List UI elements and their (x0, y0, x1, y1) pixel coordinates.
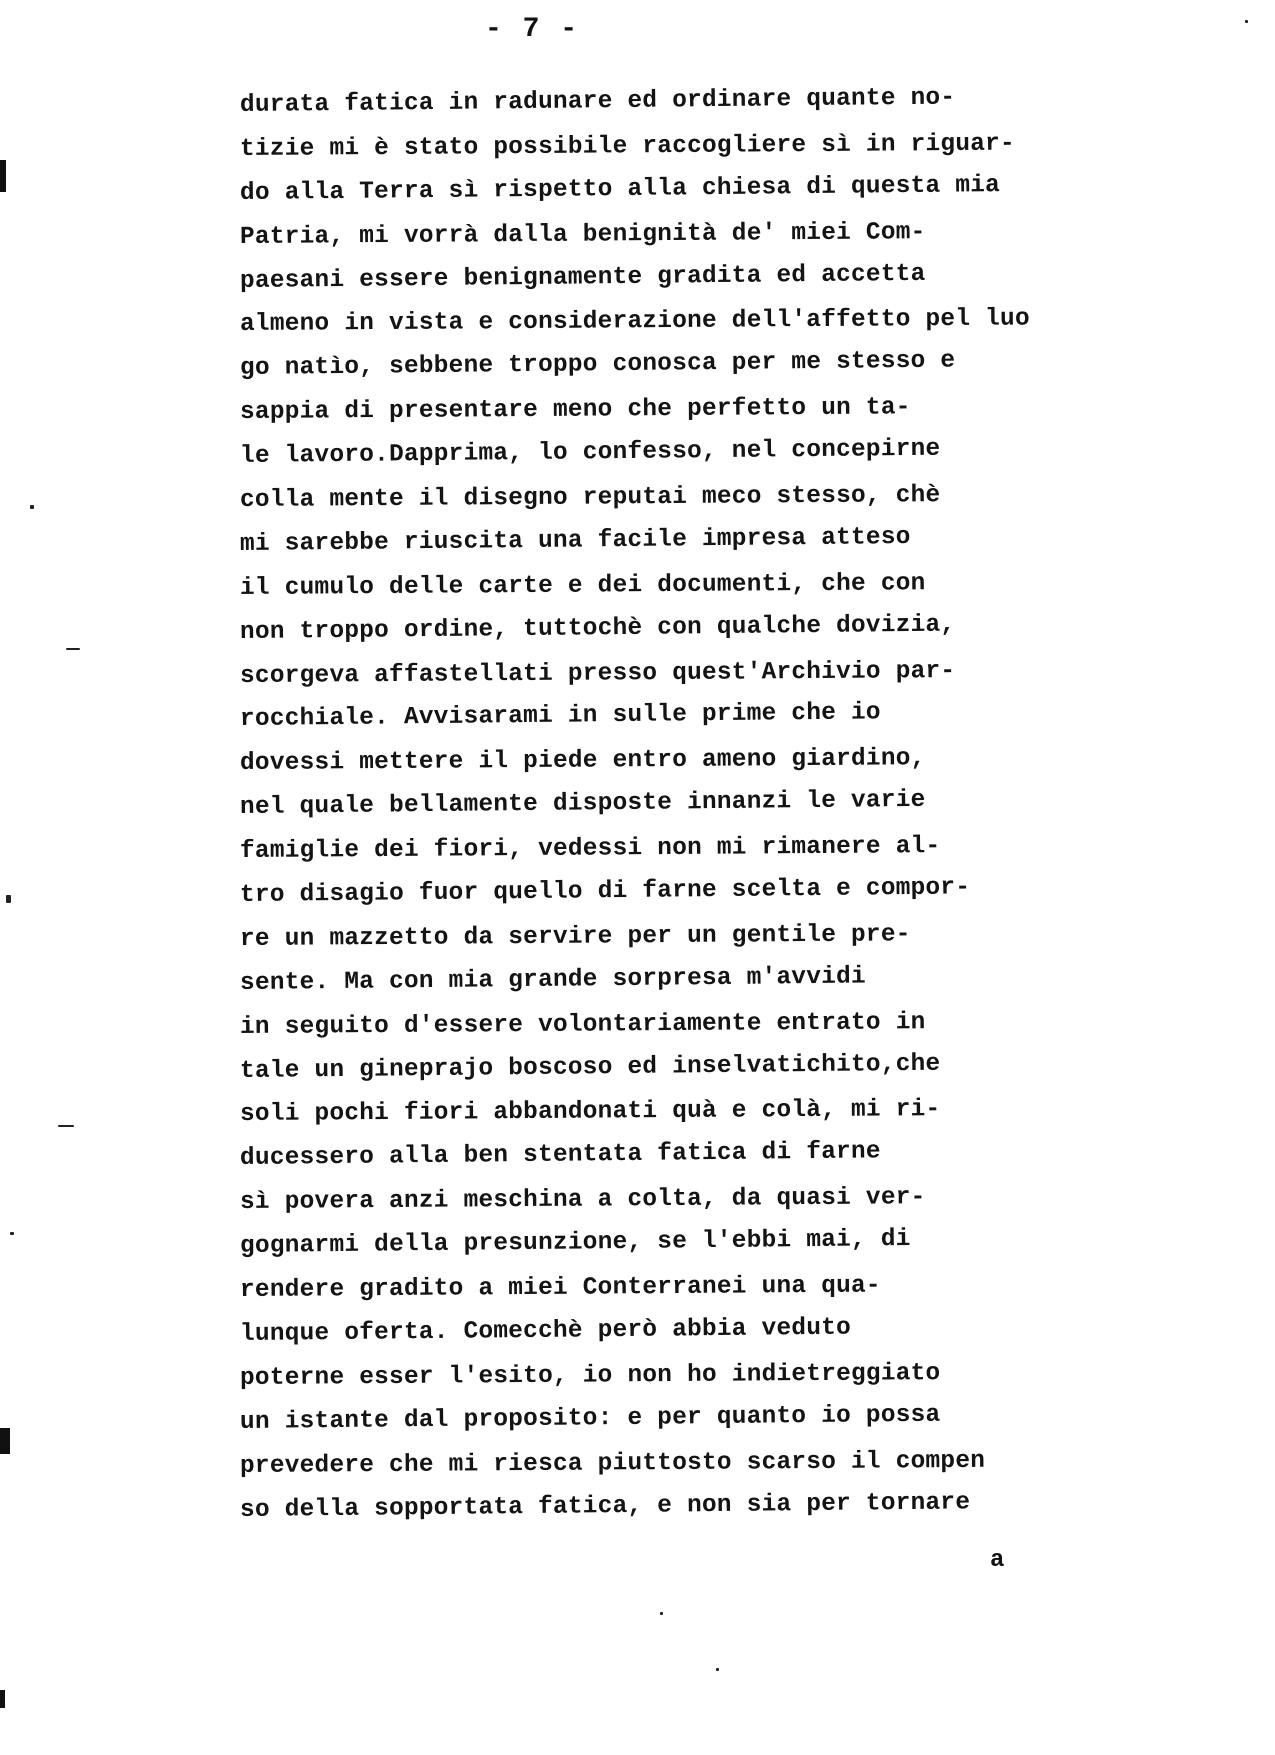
text-line: nel quale bellamente disposte innanzi le varie (239, 787, 926, 822)
text-line: gognarmi della presunzione, se l'ebbi mai, di (239, 1226, 911, 1261)
text-line: almeno in vista e considerazione dell'affetto pel luo (239, 305, 1030, 339)
text-line: so della sopportata fatica, e non sia per tornare (239, 1488, 971, 1524)
scan-speck (1245, 20, 1248, 23)
text-line: mi sarebbe riuscita una facile impresa atteso (239, 523, 911, 558)
margin-mark (0, 1690, 5, 1708)
text-line: poterne esser l'esito, io non ho indietreggiato (239, 1359, 941, 1392)
text-line: famiglie dei fiori, vedessi non mi rimanere al- (239, 833, 941, 866)
text-line: scorgeva affastellati presso quest'Archivio par- (239, 657, 956, 690)
scan-speck (66, 648, 80, 650)
text-line: sente. Ma con mia grande sorpresa m'avvidi (239, 963, 867, 997)
text-line: do alla Terra sì rispetto alla chiesa di questa mia (239, 171, 1001, 207)
text-line: in seguito d'essere volontariamente entrato in (239, 1008, 926, 1041)
text-line: prevedere che mi riesca piuttosto scarso il compen (239, 1447, 986, 1480)
margin-mark (0, 1428, 10, 1454)
text-line: Patria, mi vorrà dalla benignità de' miei Com- (239, 218, 926, 251)
text-line: non troppo ordine, tuttochè con qualche dovizia, (239, 611, 956, 646)
scan-speck (10, 1232, 14, 1235)
text-line: paesani essere benignamente gradita ed accetta (239, 260, 926, 295)
margin-mark (0, 160, 6, 192)
scan-speck (30, 505, 34, 509)
text-line: rocchiale. Avvisarami in sulle prime che io (239, 699, 881, 734)
text-line: sappia di presentare meno che perfetto un ta- (239, 394, 911, 427)
scan-speck (58, 1125, 74, 1127)
body-text (240, 84, 1060, 1532)
scan-speck (660, 1612, 663, 1615)
text-line: tale un gineprajo boscoso ed inselvatichito,che (239, 1050, 941, 1085)
text-line: lunque oferta. Comecchè però abbia veduto (239, 1314, 852, 1348)
scan-speck (716, 1668, 719, 1671)
text-line: tizie mi è stato possibile raccogliere sì in riguar- (239, 130, 1016, 163)
text-line: durata fatica in radunare ed ordinare quante no- (239, 84, 956, 119)
page-number: - 7 - (485, 14, 580, 45)
text-line: dovessi mettere il piede entro ameno giardino, (239, 745, 926, 778)
text-line: ducessero alla ben stentata fatica di farne (239, 1138, 881, 1173)
text-line: re un mazzetto da servire per un gentile pre- (239, 921, 911, 953)
text-line: sì povera anzi meschina a colta, da quasi ver- (239, 1184, 926, 1217)
text-line: un istante dal proposito: e per quanto io possa (239, 1401, 941, 1436)
text-line: tro disagio fuor quello di farne scelta e compor- (239, 874, 971, 910)
text-line: rendere gradito a miei Conterranei una qua- (239, 1272, 881, 1305)
text-line: le lavoro.Dapprima, lo confesso, nel concepirne (239, 435, 941, 471)
text-line: colla mente il disegno reputai meco stesso, chè (239, 482, 941, 515)
text-line: soli pochi fiori abbandonati quà e colà, mi ri- (239, 1096, 941, 1129)
text-line: il cumulo delle carte e dei documenti, che con (239, 570, 926, 602)
scan-speck (6, 895, 11, 903)
catchword: a (990, 1547, 1005, 1574)
text-line: go natìo, sebbene troppo conosca per me stesso e (239, 347, 956, 383)
